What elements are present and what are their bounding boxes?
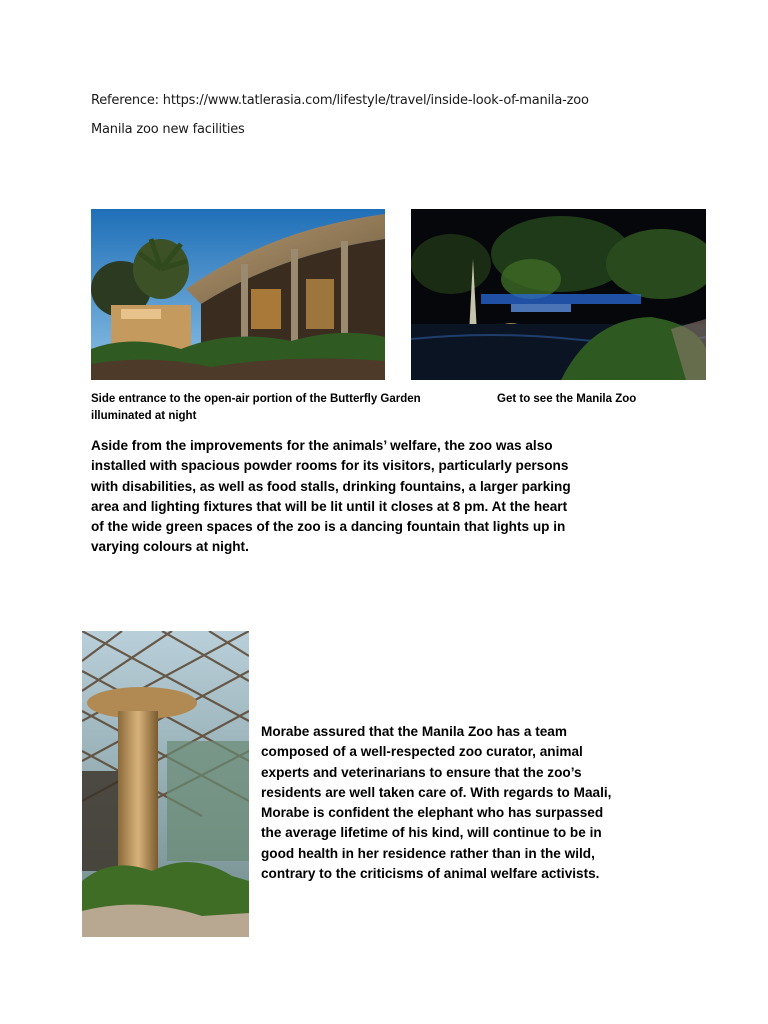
paragraph-morabe [261,722,701,884]
night-fountain-photo [411,209,706,380]
paragraph-line: experts and veterinarians to ensure that the zoo’s [261,764,582,780]
paragraph-line: residents are well taken care of. With regards to Maali, [261,784,612,800]
paragraph-line: good health in her residence rather than in the wild, [261,845,595,861]
document-subtitle: Manila zoo new facilities [91,122,245,137]
paragraph-facilities [91,436,711,558]
caption-manila-zoo: Get to see the Manila Zoo [497,393,637,405]
paragraph-line: Morabe is confident the elephant who has surpassed [261,805,604,821]
domed-atrium-photo [82,631,249,937]
caption-butterfly-garden-line1: Side entrance to the open-air portion of the Butterfly Garden [91,393,421,405]
paragraph-line: area and lighting fixtures that will be lit until it closes at 8 pm. At the heart [91,498,568,514]
paragraph-line: varying colours at night. [91,539,249,555]
paragraph-line: installed with spacious powder rooms for its visitors, particularly persons [91,458,569,474]
paragraph-line: contrary to the criticisms of animal welfare activists. [261,866,600,882]
paragraph-line: of the wide green spaces of the zoo is a dancing fountain that lights up in [91,519,566,535]
paragraph-line: the average lifetime of his kind, will continue to be in [261,825,602,841]
butterfly-garden-entrance-photo [91,209,385,380]
paragraph-line: Aside from the improvements for the animals’ welfare, the zoo was also [91,438,553,453]
reference-line: Reference: https://www.tatlerasia.com/lifestyle/travel/inside-look-of-manila-zoo [91,93,589,108]
paragraph-line: Morabe assured that the Manila Zoo has a team [261,724,567,739]
caption-butterfly-garden-line2: illuminated at night [91,410,197,422]
paragraph-line: with disabilities, as well as food stalls, drinking fountains, a larger parking [91,478,571,494]
paragraph-line: composed of a well-respected zoo curator, animal [261,744,583,760]
